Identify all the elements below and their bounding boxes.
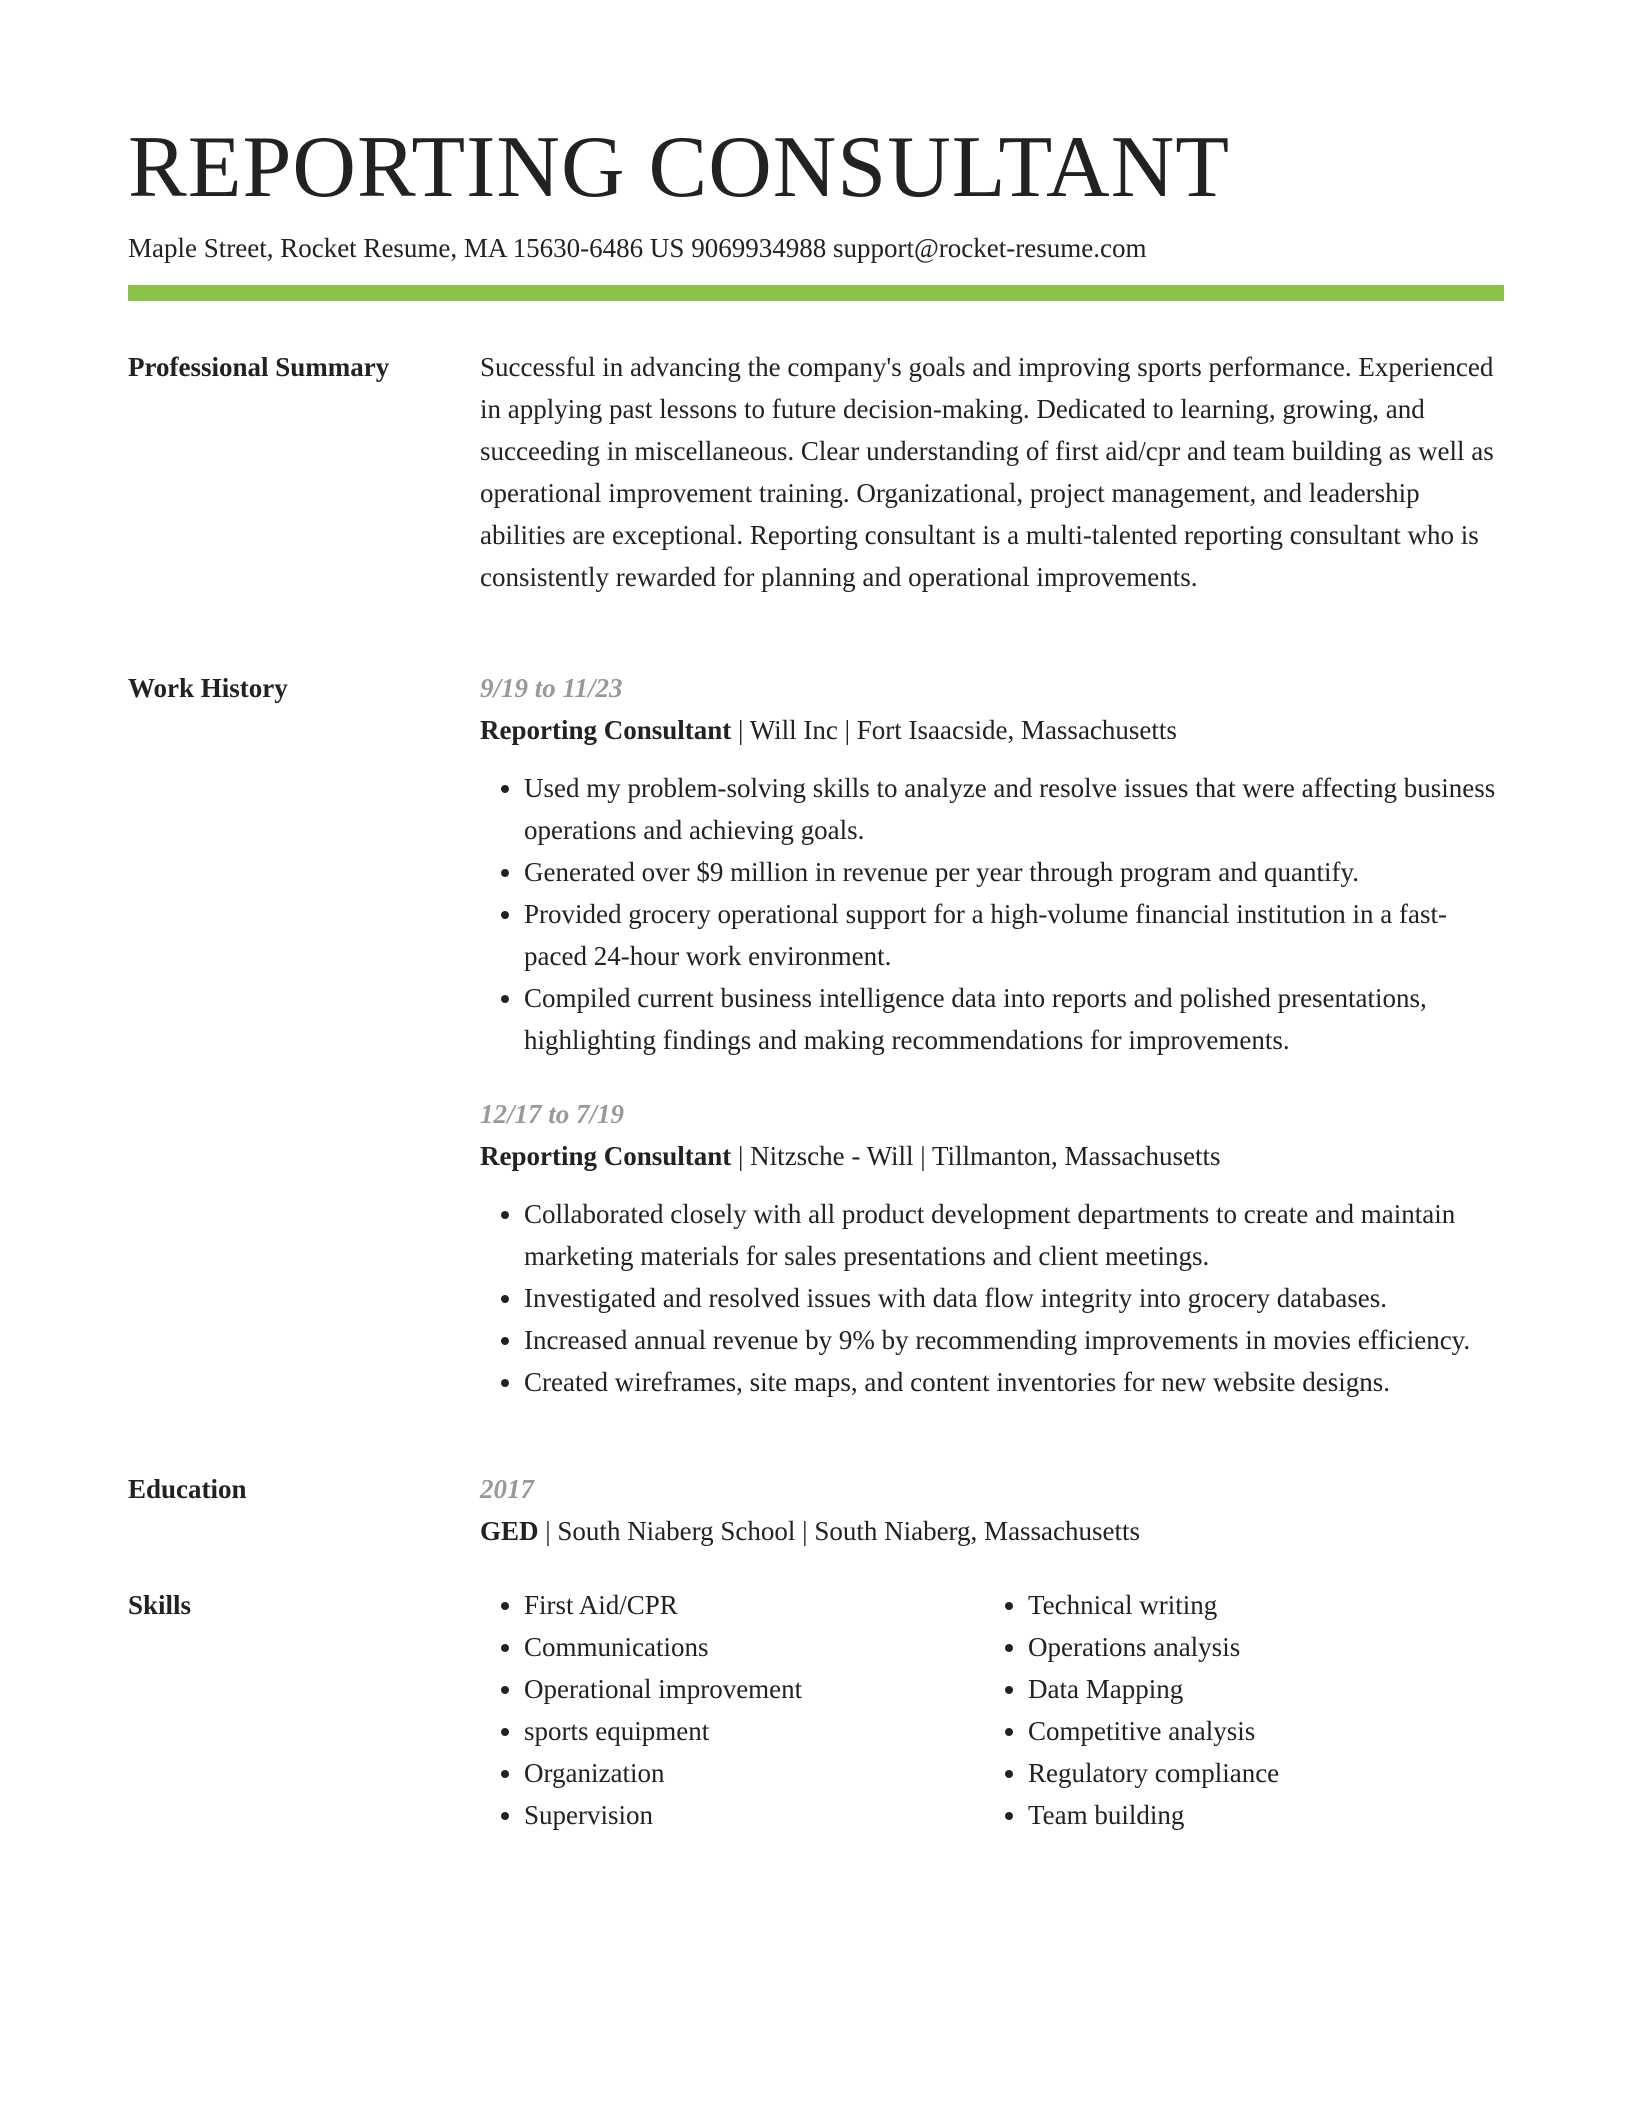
- skills-list-right: [984, 1584, 1488, 1836]
- skill-item: • sports equipment: [524, 1710, 984, 1752]
- work-history-body: [480, 667, 1504, 1403]
- skill-item: • Data Mapping: [1028, 1668, 1488, 1710]
- job-dates: 12/17 to 7/19: [480, 1099, 625, 1129]
- skill-item: • Competitive analysis: [1028, 1710, 1488, 1752]
- education-label: Education: [128, 1474, 247, 1504]
- job-heading: [480, 709, 1504, 751]
- skills-list-left: [480, 1584, 984, 1836]
- education-body: [480, 1468, 1504, 1552]
- skill-item: • Operations analysis: [1028, 1626, 1488, 1668]
- skill-item: • Supervision: [524, 1794, 984, 1836]
- job-duty: • Increased annual revenue by 9% by recommending improvements in movies efficiency.: [524, 1319, 1504, 1361]
- job-duty: • Collaborated closely with all product development departments to create and maintain marketing materials for sales presentations and client meetings.: [524, 1193, 1504, 1277]
- job-title: Reporting Consultant: [480, 715, 732, 745]
- job-duty: • Generated over $9 million in revenue per year through program and quantify.: [524, 851, 1504, 893]
- skill-item: • First Aid/CPR: [524, 1584, 984, 1626]
- job-title: Reporting Consultant: [480, 1141, 732, 1171]
- job-duties: [480, 767, 1504, 1061]
- job-employer-location: | Nitzsche - Will | Tillmanton, Massachusetts: [731, 1141, 1221, 1171]
- work-history-label: Work History: [128, 673, 288, 703]
- education-heading: [480, 1510, 1504, 1552]
- skill-item: • Organization: [524, 1752, 984, 1794]
- accent-rule: [128, 285, 1504, 301]
- job-entry: [480, 1093, 1504, 1403]
- skill-item: • Team building: [1028, 1794, 1488, 1836]
- summary-label: Professional Summary: [128, 352, 390, 382]
- skill-item: • Communications: [524, 1626, 984, 1668]
- skill-item: • Operational improvement: [524, 1668, 984, 1710]
- job-duties: [480, 1193, 1504, 1403]
- skills-body: [480, 1584, 1504, 1836]
- contact-line: Maple Street, Rocket Resume, MA 15630-6486 US 9069934988 support@rocket-resume.com: [128, 233, 1147, 263]
- job-employer-location: | Will Inc | Fort Isaacside, Massachusetts: [731, 715, 1177, 745]
- job-entry: [480, 667, 1504, 1061]
- job-duty: • Compiled current business intelligence data into reports and polished presentations, highlighting findings and making recommendations for improvements.: [524, 977, 1504, 1061]
- skills-label: Skills: [128, 1590, 192, 1620]
- summary-body: [480, 346, 1504, 598]
- education-degree: GED: [480, 1516, 539, 1546]
- job-duty: • Provided grocery operational support for a high-volume financial institution in a fast-paced 24-hour work environment.: [524, 893, 1504, 977]
- skills-columns: [480, 1584, 1504, 1836]
- job-heading: [480, 1135, 1504, 1177]
- education-school-location: | South Niaberg School | South Niaberg, Massachusetts: [538, 1516, 1141, 1546]
- job-duty: • Used my problem-solving skills to analyze and resolve issues that were affecting business operations and achieving goals.: [524, 767, 1504, 851]
- education-year: 2017: [480, 1474, 534, 1504]
- summary-text: Successful in advancing the company's goals and improving sports performance. Experienced in applying past lessons to future decision-making. Dedicated to learning, growing, and succeeding in miscellaneous. Clear understanding of first aid/cpr and team building as well as operational improvement training. Organizational, project management, and leadership abilities are exceptional. Reporting consultant is a multi-talented reporting consultant who is consistently rewarded for planning and operational improvements.: [480, 352, 1494, 592]
- skill-item: • Regulatory compliance: [1028, 1752, 1488, 1794]
- job-dates: 9/19 to 11/23: [480, 673, 623, 703]
- job-duty: • Created wireframes, site maps, and content inventories for new website designs.: [524, 1361, 1504, 1403]
- job-duty: • Investigated and resolved issues with data flow integrity into grocery databases.: [524, 1277, 1504, 1319]
- skill-item: • Technical writing: [1028, 1584, 1488, 1626]
- candidate-name: REPORTING CONSULTANT: [128, 119, 1231, 216]
